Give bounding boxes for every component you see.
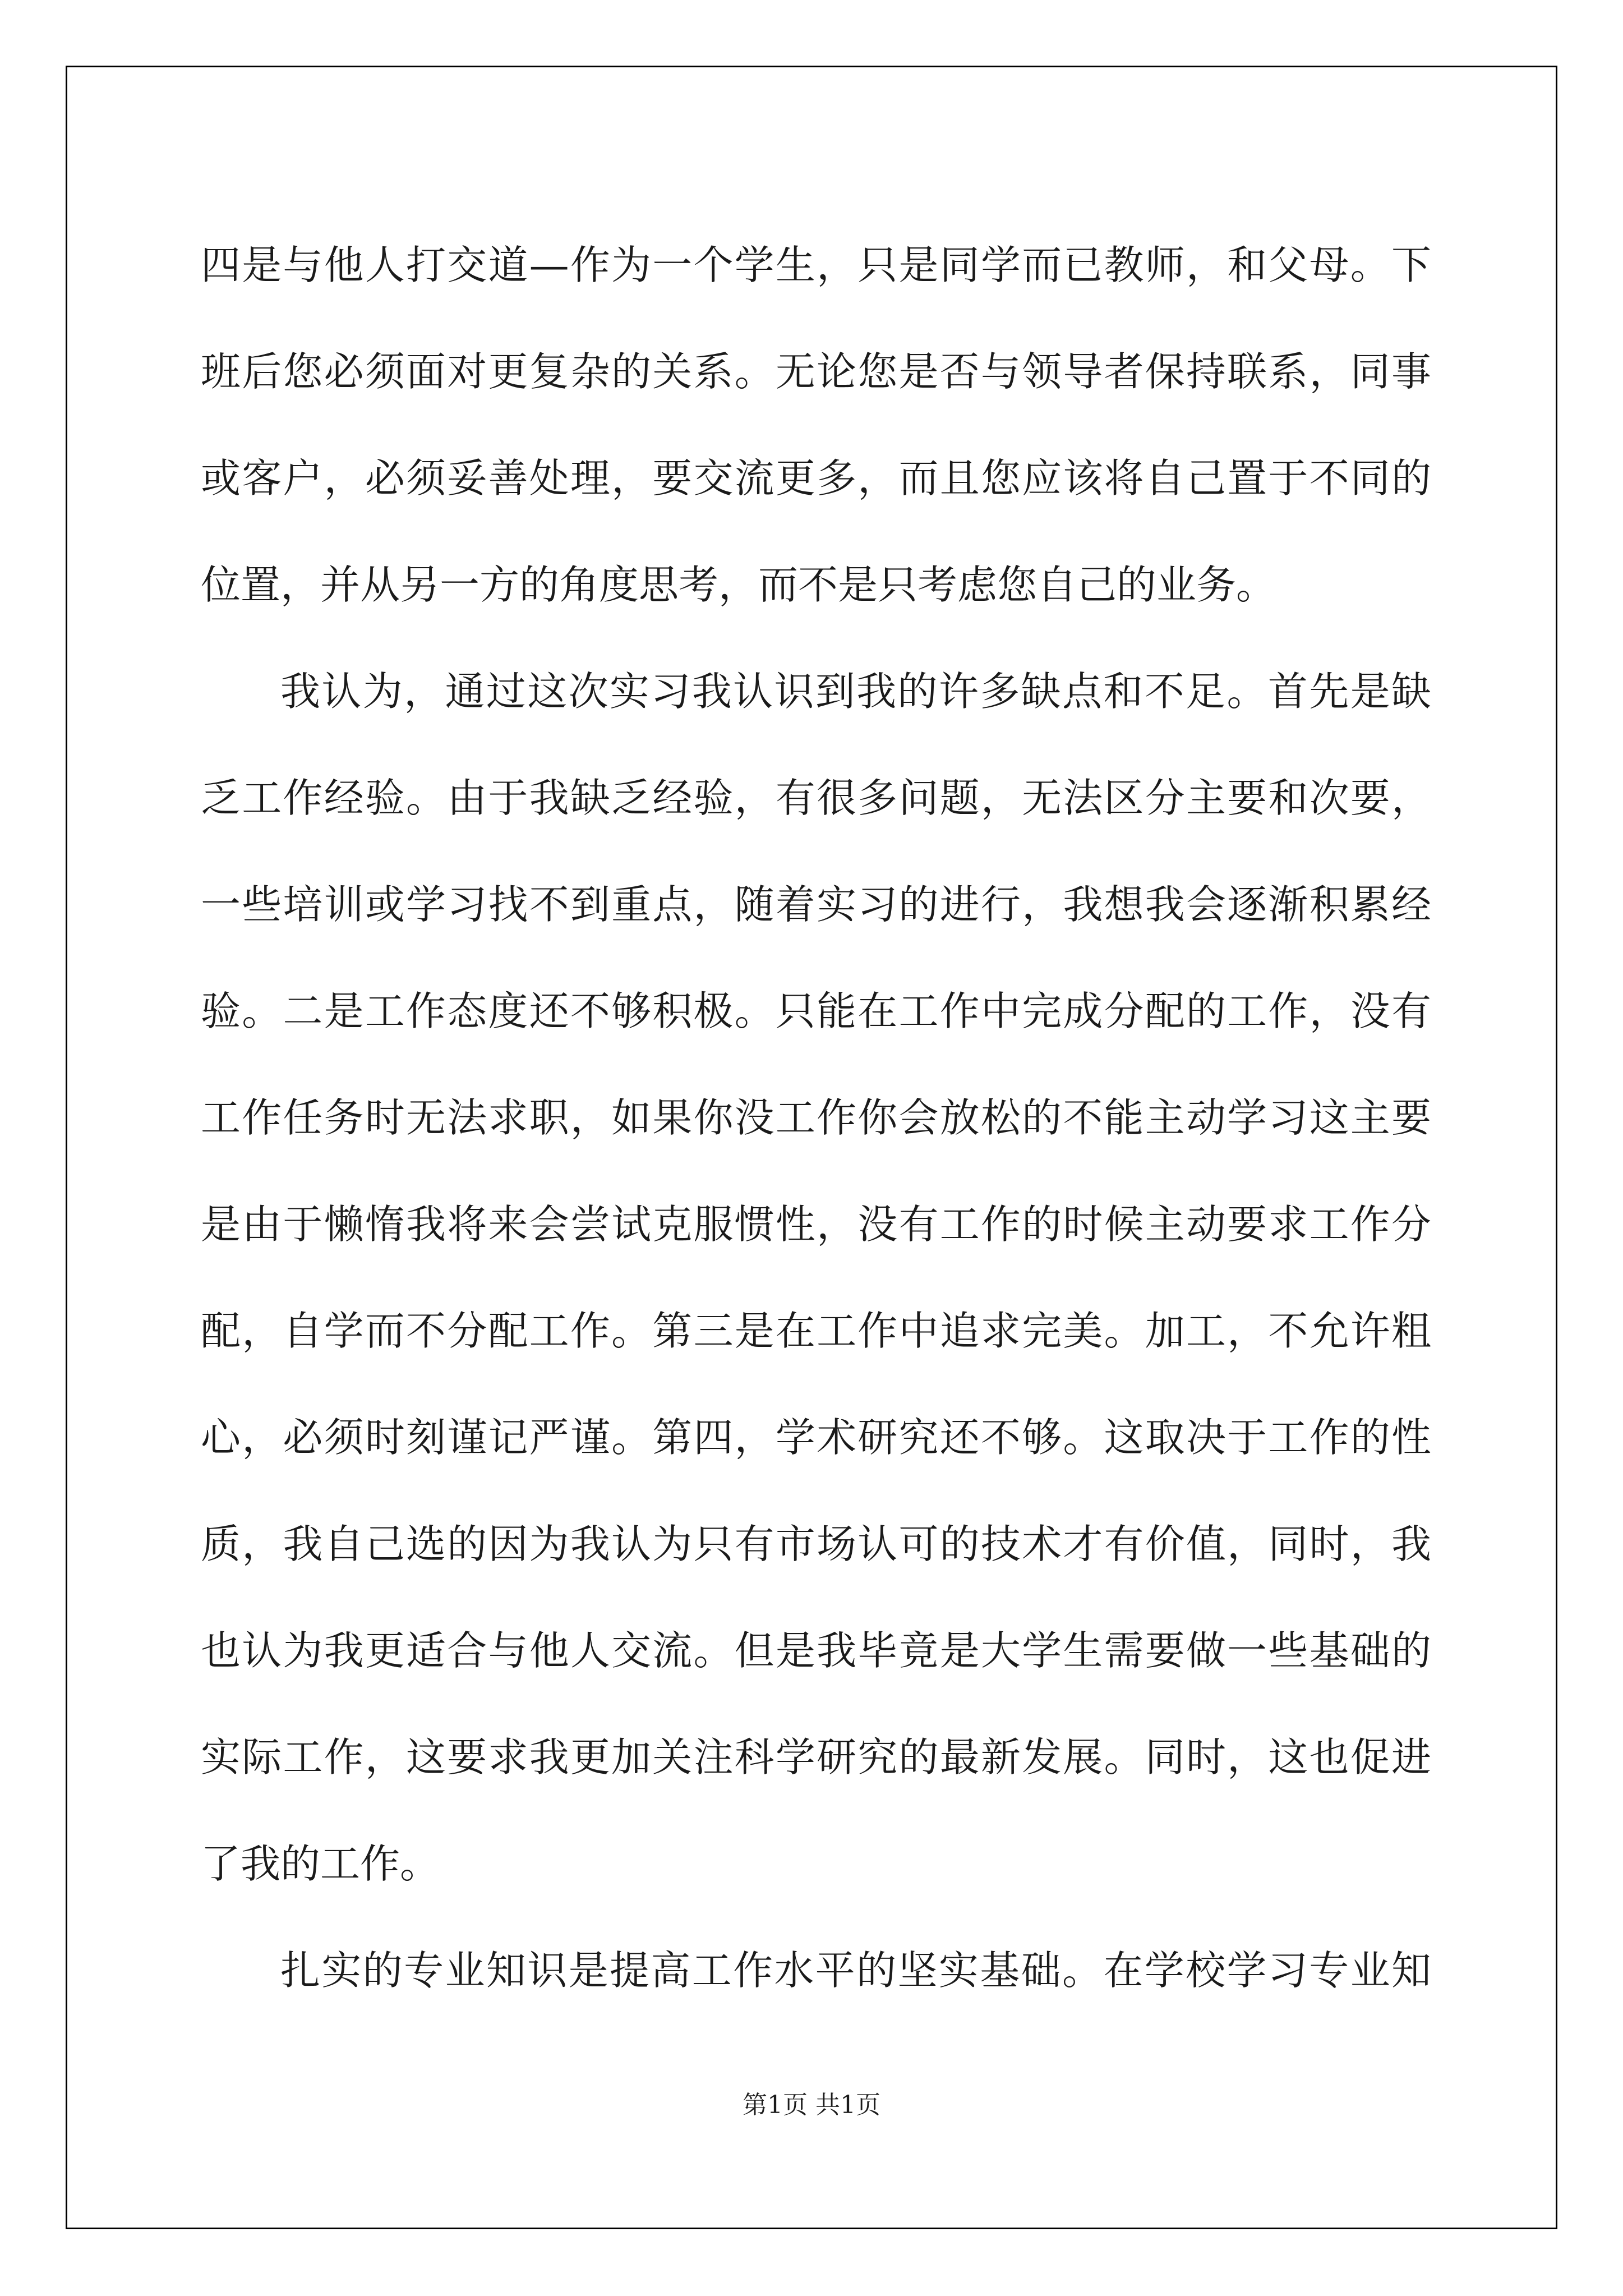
- document-body: [201, 212, 1431, 2024]
- text-line: 验。二是工作态度还不够积极。只能在工作中完成分配的工作，没有: [201, 988, 1431, 1034]
- text-line: 也认为我更适合与他人交流。但是我毕竟是大学生需要做一些基础的: [201, 1627, 1431, 1674]
- text-line: 一些培训或学习找不到重点，随着实习的进行，我想我会逐渐积累经: [201, 881, 1431, 928]
- text-line: 四是与他人打交道—作为一个学生，只是同学而已教师，和父母。下: [201, 242, 1431, 288]
- text-line: 了我的工作。: [201, 1841, 440, 1887]
- text-line: 班后您必须面对更复杂的关系。无论您是否与领导者保持联系，同事: [201, 348, 1431, 395]
- page-footer: 第1页 共1页: [743, 2091, 880, 2119]
- text-line: 工作任务时无法求职，如果你没工作你会放松的不能主动学习这主要: [201, 1094, 1431, 1141]
- text-line: 位置，并从另一方的角度思考，而不是只考虑您自己的业务。: [201, 562, 1276, 608]
- text-line: 实际工作，这要求我更加关注科学研究的最新发展。同时，这也促进: [201, 1734, 1431, 1780]
- text-line: 是由于懒惰我将来会尝试克服惯性，没有工作的时候主动要求工作分: [201, 1201, 1431, 1248]
- text-line: 质，我自己选的因为我认为只有市场认可的技术才有价值，同时，我: [201, 1521, 1431, 1567]
- text-line: 配，自学而不分配工作。第三是在工作中追求完美。加工，不允许粗: [201, 1308, 1431, 1354]
- text-line: 我认为，通过这次实习我认识到我的许多缺点和不足。首先是缺: [280, 668, 1431, 715]
- paragraph-2: [201, 638, 1431, 1917]
- text-line: 扎实的专业知识是提高工作水平的坚实基础。在学校学习专业知: [280, 1947, 1431, 1994]
- paragraph-3: [201, 1917, 1431, 2024]
- text-line: 或客户，必须妥善处理，要交流更多，而且您应该将自己置于不同的: [201, 455, 1431, 501]
- text-line: 心，必须时刻谨记严谨。第四，学术研究还不够。这取决于工作的性: [201, 1414, 1431, 1461]
- paragraph-1: [201, 212, 1431, 638]
- text-line: 乏工作经验。由于我缺乏经验，有很多问题，无法区分主要和次要，: [201, 775, 1431, 821]
